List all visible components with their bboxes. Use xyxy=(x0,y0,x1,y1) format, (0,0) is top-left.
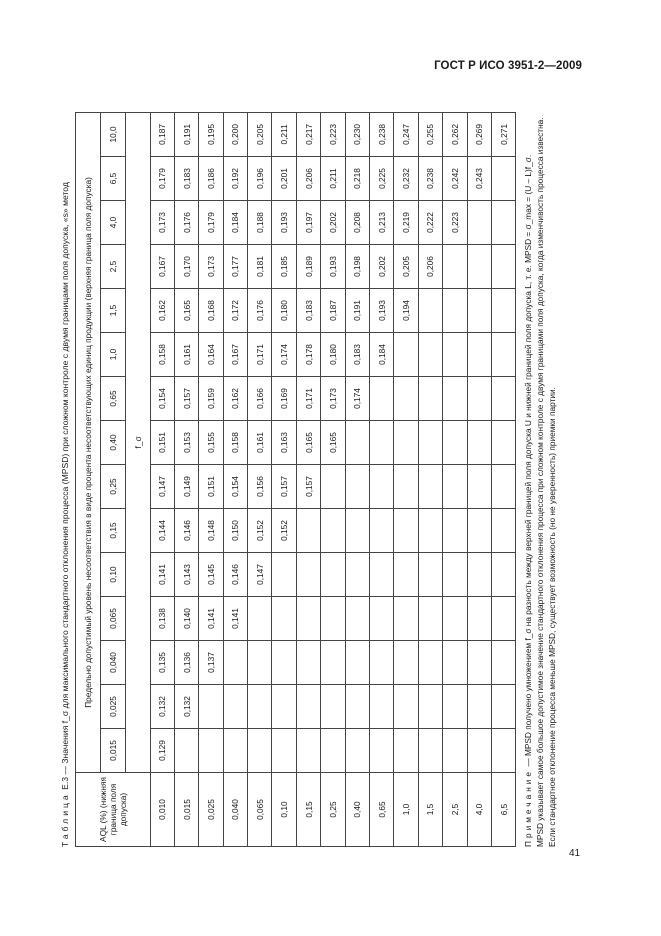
table-cell xyxy=(491,333,515,377)
table-cell: 0,165 xyxy=(321,421,345,465)
table-cell: 0,152 xyxy=(272,509,296,553)
table-cell xyxy=(467,421,491,465)
note-line-1 xyxy=(522,113,534,847)
table-cell: 0,167 xyxy=(223,333,247,377)
table-cell xyxy=(394,553,418,597)
table-cell: 0,194 xyxy=(394,289,418,333)
table-cell: 0,238 xyxy=(418,157,442,201)
table-cell xyxy=(443,377,467,421)
table-cell: 0,223 xyxy=(443,201,467,245)
table-cell xyxy=(443,333,467,377)
table-cell xyxy=(272,641,296,685)
table-cell xyxy=(491,377,515,421)
table-cell xyxy=(467,245,491,289)
table-cell: 0,271 xyxy=(491,112,515,156)
table-cell xyxy=(321,685,345,729)
table-cell: 0,213 xyxy=(370,201,394,245)
table-cell xyxy=(418,597,442,641)
table-cell: 0,179 xyxy=(199,201,223,245)
table-cell xyxy=(443,729,467,773)
column-header: 1,5 xyxy=(100,289,125,333)
row-aql-label: 0,10 xyxy=(272,773,296,847)
table-cell xyxy=(296,641,320,685)
table-cell xyxy=(467,729,491,773)
table-cell xyxy=(467,641,491,685)
table-cell xyxy=(443,597,467,641)
table-cell xyxy=(394,509,418,553)
table-cell xyxy=(370,641,394,685)
table-cell: 0,173 xyxy=(199,245,223,289)
table-cell xyxy=(418,641,442,685)
table-cell: 0,177 xyxy=(223,245,247,289)
table-cell: 0,168 xyxy=(199,289,223,333)
table-cell: 0,208 xyxy=(345,201,369,245)
table-cell: 0,146 xyxy=(174,509,198,553)
table-cell: 0,173 xyxy=(150,201,174,245)
table-cell: 0,193 xyxy=(272,201,296,245)
table-cell: 0,191 xyxy=(345,289,369,333)
table-cell xyxy=(248,729,272,773)
table-cell: 0,171 xyxy=(296,377,320,421)
table-cell: 0,174 xyxy=(272,333,296,377)
table-cell xyxy=(394,685,418,729)
table-cell xyxy=(443,289,467,333)
table-cell xyxy=(467,201,491,245)
table-row xyxy=(248,112,272,846)
table-cell: 0,223 xyxy=(321,112,345,156)
table-cell xyxy=(345,729,369,773)
table-cell xyxy=(345,509,369,553)
table-body xyxy=(150,112,516,846)
table-cell: 0,152 xyxy=(248,509,272,553)
table-cell: 0,170 xyxy=(174,245,198,289)
table-cell xyxy=(345,641,369,685)
row-aql-label: 1,5 xyxy=(418,773,442,847)
note-line-2: MPSD указывает самое большое допустимое значение стандартного отклонения процесса при сложном контроле с двумя границами поля допуска, когда изменчивость процесса известна. Если стандартное отклонение процесса меньше MPSD, существует возможность (но не уверенность) приемки партии. xyxy=(535,117,558,847)
table-cell: 0,206 xyxy=(418,245,442,289)
table-cell: 0,159 xyxy=(199,377,223,421)
table-cell: 0,147 xyxy=(248,553,272,597)
table-cell xyxy=(491,685,515,729)
column-header: 0,15 xyxy=(100,509,125,553)
fsigma-table xyxy=(75,112,517,847)
table-cell xyxy=(223,641,247,685)
table-cell xyxy=(370,465,394,509)
row-aql-label: 0,15 xyxy=(296,773,320,847)
table-cell: 0,183 xyxy=(174,157,198,201)
table-cell: 0,163 xyxy=(272,421,296,465)
table-cell: 0,187 xyxy=(150,112,174,156)
table-cell: 0,150 xyxy=(223,509,247,553)
table-cell: 0,243 xyxy=(467,157,491,201)
table-cell xyxy=(418,685,442,729)
column-header: 4,0 xyxy=(100,201,125,245)
column-header: 6,5 xyxy=(100,157,125,201)
table-cell: 0,262 xyxy=(443,112,467,156)
row-aql-label: 0,010 xyxy=(150,773,174,847)
table-cell xyxy=(467,333,491,377)
table-cell: 0,154 xyxy=(223,465,247,509)
table-cell: 0,178 xyxy=(296,333,320,377)
rotated-table-block xyxy=(60,113,585,847)
table-cell xyxy=(321,641,345,685)
table-cell: 0,219 xyxy=(394,201,418,245)
table-cell: 0,151 xyxy=(150,421,174,465)
table-cell: 0,148 xyxy=(199,509,223,553)
table-cell xyxy=(223,729,247,773)
table-cell: 0,135 xyxy=(150,641,174,685)
table-cell xyxy=(467,465,491,509)
table-row xyxy=(418,112,442,846)
table-cell xyxy=(467,289,491,333)
table-cell: 0,191 xyxy=(174,112,198,156)
table-cell: 0,153 xyxy=(174,421,198,465)
table-cell xyxy=(418,377,442,421)
column-header: 0,040 xyxy=(100,641,125,685)
table-cell xyxy=(443,641,467,685)
table-cell xyxy=(491,641,515,685)
table-cell: 0,157 xyxy=(296,465,320,509)
table-cell: 0,193 xyxy=(370,289,394,333)
table-cell: 0,238 xyxy=(370,112,394,156)
table-cell: 0,172 xyxy=(223,289,247,333)
table-cell: 0,196 xyxy=(248,157,272,201)
caption-text: E.3 — Значения f_σ для максимального стандартного отклонения процесса (MPSD) при сложном контроле с двумя границами поля допуска, «s» метод xyxy=(60,182,70,790)
table-cell: 0,154 xyxy=(150,377,174,421)
table-row xyxy=(321,112,345,846)
table-cell: 0,211 xyxy=(272,112,296,156)
table-cell: 0,166 xyxy=(248,377,272,421)
table-row xyxy=(491,112,515,846)
table-cell xyxy=(321,553,345,597)
table-cell xyxy=(491,157,515,201)
column-header: 0,25 xyxy=(100,465,125,509)
table-cell xyxy=(491,289,515,333)
table-row xyxy=(345,112,369,846)
table-cell: 0,187 xyxy=(321,289,345,333)
table-cell: 0,200 xyxy=(223,112,247,156)
table-cell xyxy=(418,333,442,377)
table-cell: 0,151 xyxy=(199,465,223,509)
table-cell: 0,140 xyxy=(174,597,198,641)
table-cell xyxy=(394,641,418,685)
table-cell xyxy=(491,509,515,553)
caption-label: Таблица xyxy=(60,792,70,847)
column-header: 0,025 xyxy=(100,685,125,729)
table-cell: 0,138 xyxy=(150,597,174,641)
row-aql-label: 0,025 xyxy=(199,773,223,847)
row-aql-label: 0,015 xyxy=(174,773,198,847)
table-cell: 0,180 xyxy=(272,289,296,333)
table-row xyxy=(199,112,223,846)
table-cell: 0,161 xyxy=(174,333,198,377)
table-row xyxy=(223,112,247,846)
table-cell xyxy=(370,421,394,465)
table-cell xyxy=(467,377,491,421)
table-cell xyxy=(321,729,345,773)
table-cell xyxy=(491,201,515,245)
row-aql-label: 1,0 xyxy=(394,773,418,847)
table-cell xyxy=(418,509,442,553)
table-cell: 0,255 xyxy=(418,112,442,156)
table-cell: 0,141 xyxy=(199,597,223,641)
table-cell xyxy=(467,509,491,553)
table-row xyxy=(150,112,174,846)
column-header: 2,5 xyxy=(100,245,125,289)
table-cell xyxy=(370,553,394,597)
table-cell: 0,155 xyxy=(199,421,223,465)
table-cell: 0,161 xyxy=(248,421,272,465)
table-cell: 0,158 xyxy=(223,421,247,465)
table-cell: 0,165 xyxy=(296,421,320,465)
table-cell: 0,157 xyxy=(174,377,198,421)
table-cell: 0,184 xyxy=(223,201,247,245)
corner-header: AQL (%) (нижняя граница поля допуска) xyxy=(75,773,150,847)
table-cell xyxy=(199,729,223,773)
table-cell xyxy=(394,377,418,421)
table-row xyxy=(394,112,418,846)
table-cell xyxy=(443,245,467,289)
table-cell xyxy=(418,729,442,773)
table-cell: 0,149 xyxy=(174,465,198,509)
table-cell: 0,180 xyxy=(321,333,345,377)
table-cell xyxy=(491,421,515,465)
table-cell: 0,143 xyxy=(174,553,198,597)
table-cell: 0,169 xyxy=(272,377,296,421)
table-cell xyxy=(418,421,442,465)
table-cell xyxy=(272,729,296,773)
table-cell: 0,232 xyxy=(394,157,418,201)
group-header: Предельно допустимый уровень несоответствия в виде процента несоответствующих единиц продукции (верхняя граница поля допуска) xyxy=(75,112,100,772)
table-cell: 0,129 xyxy=(150,729,174,773)
table-row xyxy=(467,112,491,846)
table-cell: 0,201 xyxy=(272,157,296,201)
table-cell: 0,193 xyxy=(321,245,345,289)
column-header-row xyxy=(100,112,125,846)
table-cell: 0,162 xyxy=(150,289,174,333)
document-code: ГОСТ Р ИСО 3951-2—2009 xyxy=(434,60,582,72)
table-cell xyxy=(345,597,369,641)
table-cell xyxy=(174,729,198,773)
table-cell xyxy=(491,553,515,597)
table-cell: 0,230 xyxy=(345,112,369,156)
row-aql-label: 4,0 xyxy=(467,773,491,847)
table-row xyxy=(296,112,320,846)
row-aql-label: 0,65 xyxy=(370,773,394,847)
table-cell: 0,185 xyxy=(272,245,296,289)
table-cell: 0,188 xyxy=(248,201,272,245)
column-header: 1,0 xyxy=(100,333,125,377)
table-cell xyxy=(248,641,272,685)
table-cell: 0,269 xyxy=(467,112,491,156)
table-cell xyxy=(296,509,320,553)
table-cell xyxy=(370,685,394,729)
table-cell: 0,222 xyxy=(418,201,442,245)
table-cell: 0,156 xyxy=(248,465,272,509)
table-cell xyxy=(272,597,296,641)
note-text-1: — MPSD получено умножением f_σ на разность между верхней границей поля допуска U и нижней границей поля допуска L, т. е. MPSD = σ_max = (U – L)f_σ. xyxy=(523,154,534,767)
table-cell: 0,157 xyxy=(272,465,296,509)
table-cell xyxy=(370,509,394,553)
column-header: 10,0 xyxy=(100,112,125,156)
table-row xyxy=(174,112,198,846)
table-row xyxy=(272,112,296,846)
column-header: 0,065 xyxy=(100,597,125,641)
table-cell xyxy=(443,553,467,597)
table-cell xyxy=(370,729,394,773)
column-header: 0,65 xyxy=(100,377,125,421)
table-cell: 0,206 xyxy=(296,157,320,201)
table-cell xyxy=(321,597,345,641)
table-cell xyxy=(443,421,467,465)
table-cell: 0,176 xyxy=(174,201,198,245)
table-cell: 0,165 xyxy=(174,289,198,333)
table-cell xyxy=(296,729,320,773)
table-cell: 0,202 xyxy=(321,201,345,245)
table-cell xyxy=(467,597,491,641)
row-aql-label: 2,5 xyxy=(443,773,467,847)
table-cell: 0,171 xyxy=(248,333,272,377)
table-cell: 0,167 xyxy=(150,245,174,289)
table-cell xyxy=(418,289,442,333)
table-cell xyxy=(345,465,369,509)
table-cell: 0,146 xyxy=(223,553,247,597)
table-cell xyxy=(443,685,467,729)
table-cell xyxy=(370,597,394,641)
table-cell: 0,195 xyxy=(199,112,223,156)
table-cell xyxy=(199,685,223,729)
table-cell xyxy=(418,553,442,597)
table-cell: 0,164 xyxy=(199,333,223,377)
table-cell: 0,181 xyxy=(248,245,272,289)
column-header: 0,10 xyxy=(100,553,125,597)
table-cell xyxy=(443,465,467,509)
table-cell xyxy=(248,685,272,729)
table-cell: 0,176 xyxy=(248,289,272,333)
table-cell: 0,247 xyxy=(394,112,418,156)
table-cell xyxy=(345,421,369,465)
table-cell: 0,174 xyxy=(345,377,369,421)
table-cell: 0,192 xyxy=(223,157,247,201)
table-cell: 0,132 xyxy=(174,685,198,729)
row-aql-label: 0,065 xyxy=(248,773,272,847)
table-cell xyxy=(272,685,296,729)
table-cell: 0,225 xyxy=(370,157,394,201)
table-cell xyxy=(248,597,272,641)
table-row xyxy=(370,112,394,846)
page-number: 41 xyxy=(569,848,581,859)
note-label: Примечание xyxy=(523,768,534,847)
table-cell xyxy=(491,465,515,509)
table-cell: 0,158 xyxy=(150,333,174,377)
row-aql-label: 0,40 xyxy=(345,773,369,847)
table-cell xyxy=(467,685,491,729)
table-cell xyxy=(467,553,491,597)
table-cell xyxy=(370,377,394,421)
table-cell xyxy=(321,465,345,509)
table-cell: 0,137 xyxy=(199,641,223,685)
column-header: 0,40 xyxy=(100,421,125,465)
table-cell xyxy=(491,729,515,773)
table-cell xyxy=(296,685,320,729)
table-cell xyxy=(345,553,369,597)
table-cell: 0,173 xyxy=(321,377,345,421)
table-cell xyxy=(491,245,515,289)
table-cell xyxy=(394,729,418,773)
table-cell xyxy=(443,509,467,553)
fsigma-subheader: f_σ xyxy=(125,112,150,772)
table-cell xyxy=(296,553,320,597)
row-aql-label: 0,040 xyxy=(223,773,247,847)
table-cell: 0,189 xyxy=(296,245,320,289)
table-cell xyxy=(272,553,296,597)
table-note xyxy=(522,113,558,847)
table-cell xyxy=(418,465,442,509)
table-cell: 0,184 xyxy=(370,333,394,377)
table-cell: 0,183 xyxy=(345,333,369,377)
table-cell: 0,132 xyxy=(150,685,174,729)
table-cell xyxy=(321,509,345,553)
table-cell: 0,202 xyxy=(370,245,394,289)
table-cell: 0,197 xyxy=(296,201,320,245)
table-cell: 0,147 xyxy=(150,465,174,509)
table-cell: 0,242 xyxy=(443,157,467,201)
table-cell xyxy=(394,597,418,641)
table-cell: 0,205 xyxy=(394,245,418,289)
table-cell: 0,144 xyxy=(150,509,174,553)
table-cell xyxy=(394,465,418,509)
column-header: 0,015 xyxy=(100,729,125,773)
table-cell: 0,162 xyxy=(223,377,247,421)
table-cell: 0,217 xyxy=(296,112,320,156)
table-cell xyxy=(223,685,247,729)
table-cell: 0,183 xyxy=(296,289,320,333)
table-cell: 0,179 xyxy=(150,157,174,201)
table-cell xyxy=(345,685,369,729)
table-caption xyxy=(60,113,71,847)
table-cell: 0,136 xyxy=(174,641,198,685)
table-cell: 0,218 xyxy=(345,157,369,201)
table-cell xyxy=(394,421,418,465)
row-aql-label: 0,25 xyxy=(321,773,345,847)
table-cell xyxy=(394,333,418,377)
table-cell: 0,198 xyxy=(345,245,369,289)
table-cell: 0,205 xyxy=(248,112,272,156)
table-cell: 0,145 xyxy=(199,553,223,597)
row-aql-label: 6,5 xyxy=(491,773,515,847)
table-cell xyxy=(296,597,320,641)
table-row xyxy=(443,112,467,846)
table-cell: 0,141 xyxy=(150,553,174,597)
table-cell: 0,211 xyxy=(321,157,345,201)
table-cell: 0,141 xyxy=(223,597,247,641)
table-cell: 0,186 xyxy=(199,157,223,201)
table-cell xyxy=(491,597,515,641)
